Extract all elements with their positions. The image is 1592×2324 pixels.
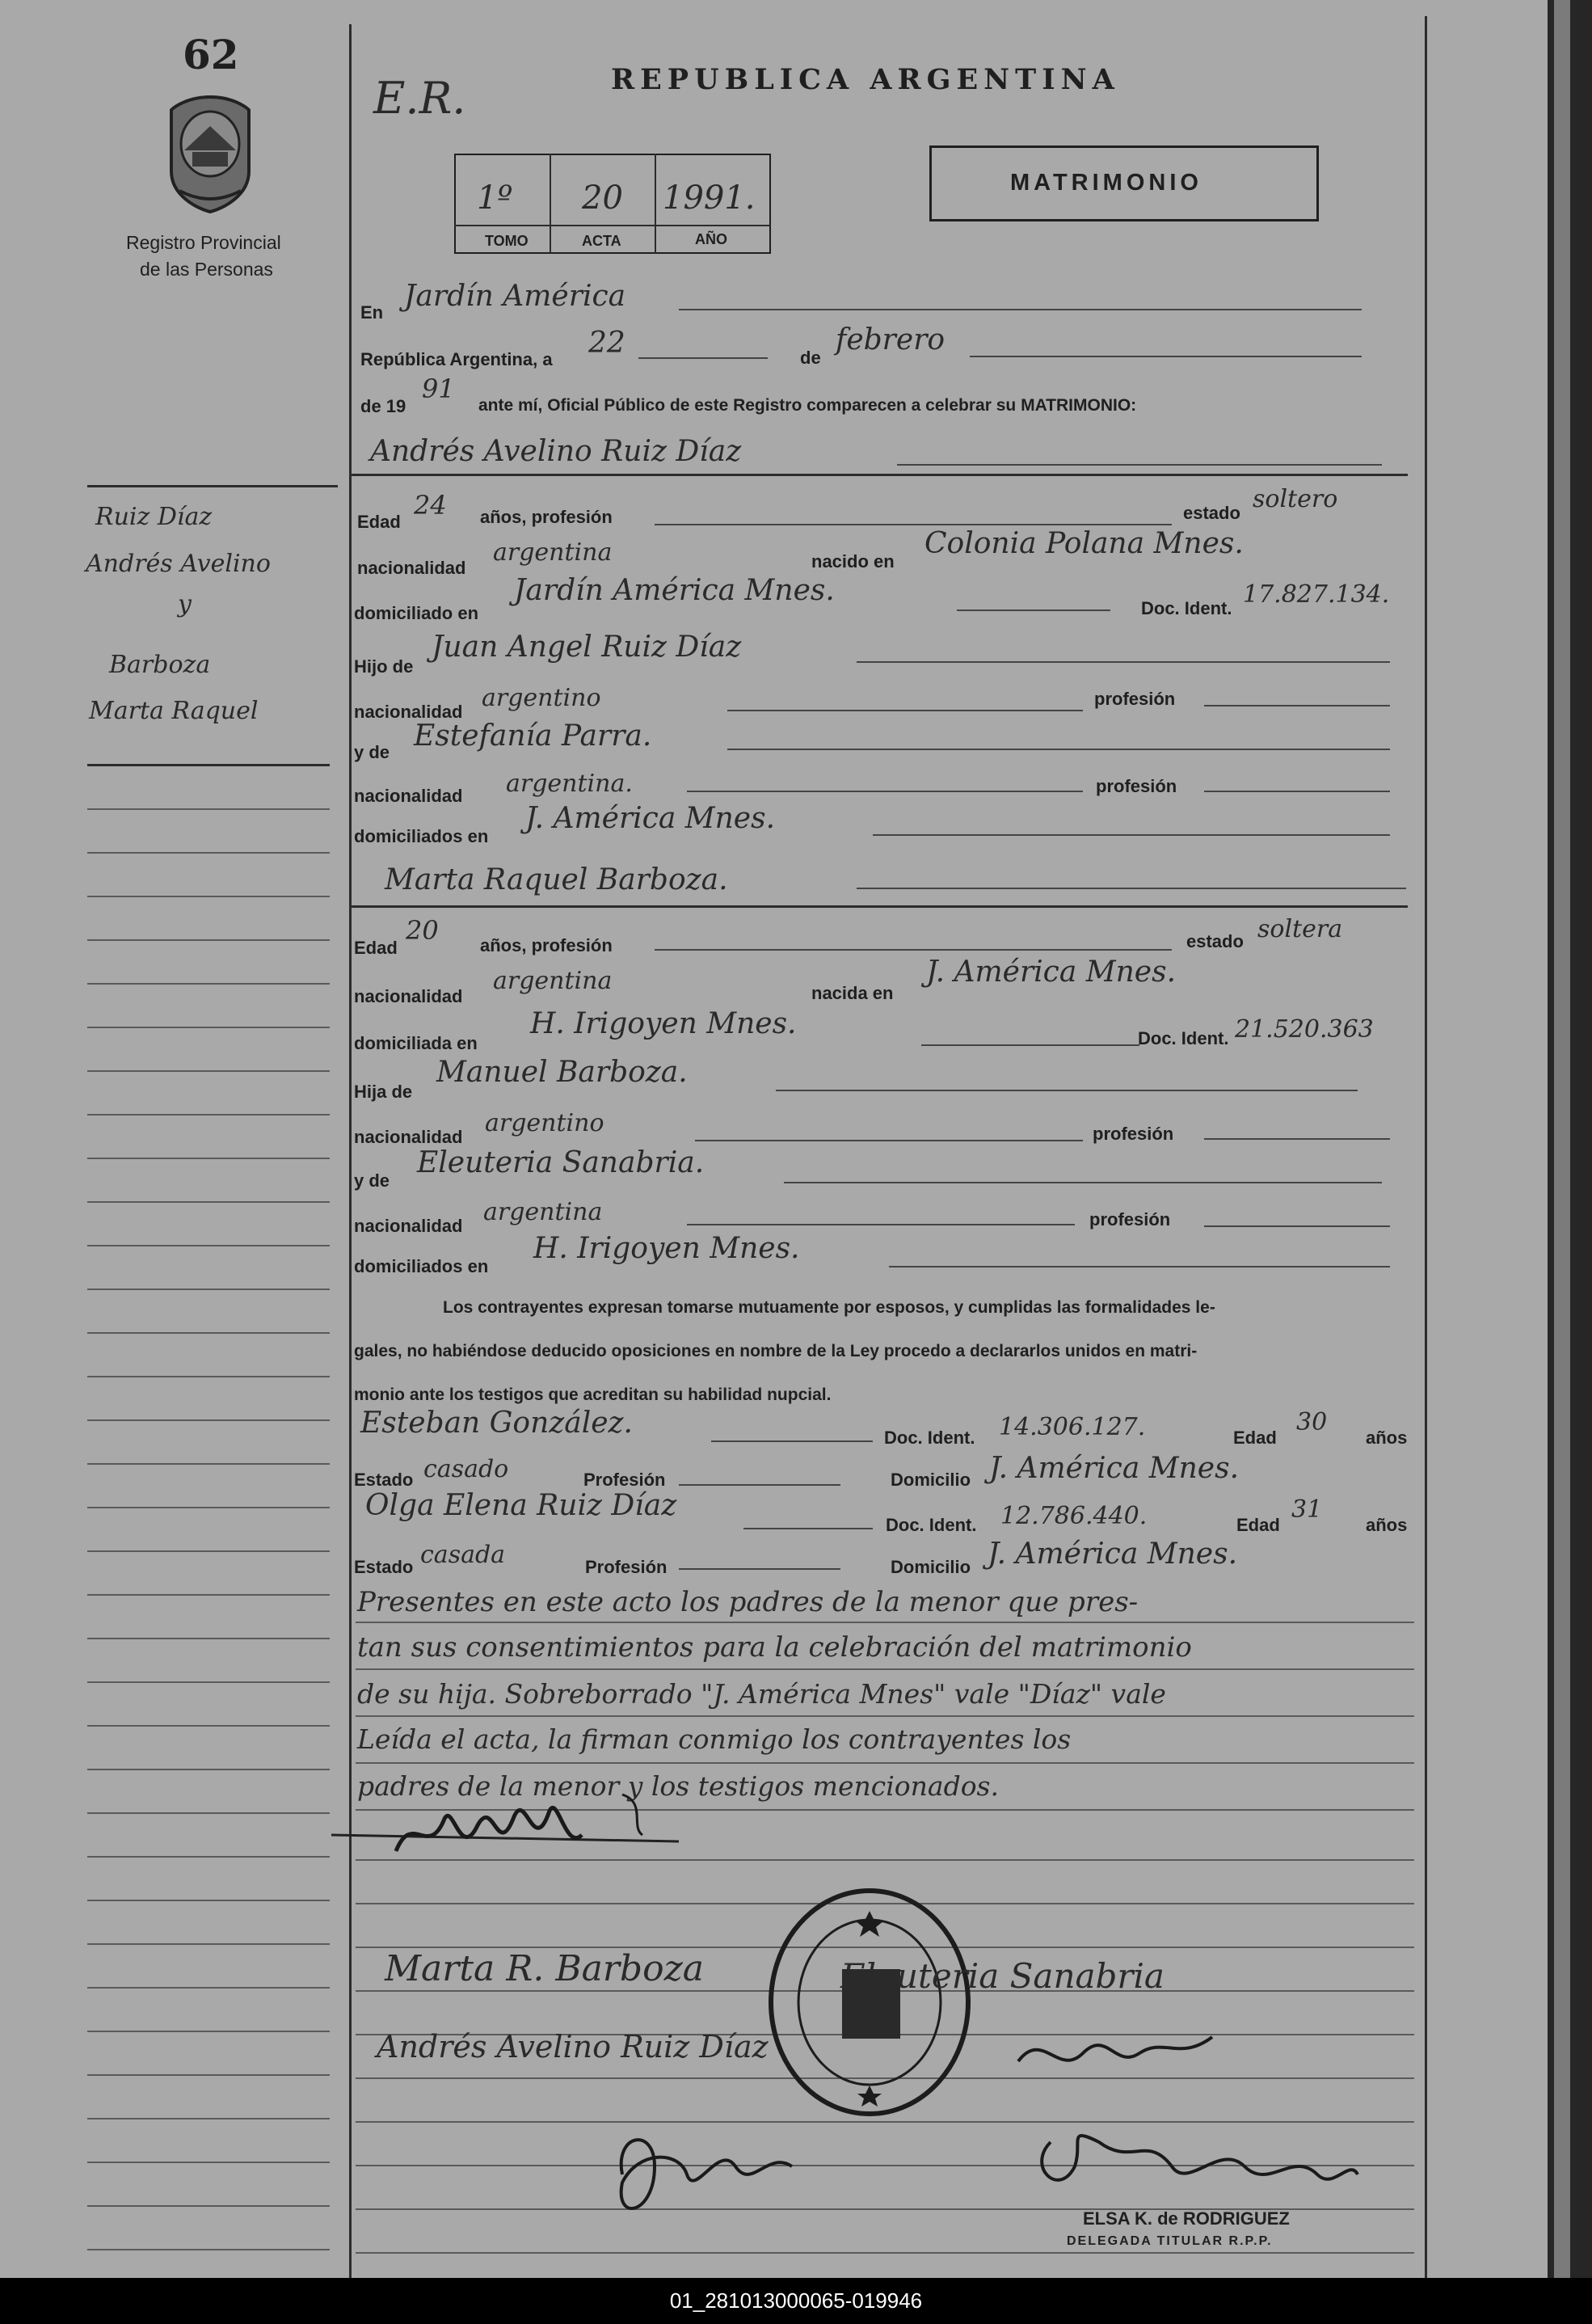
bride-age: 20 bbox=[406, 915, 439, 946]
margin-ruled-line bbox=[87, 1463, 330, 1465]
margin-ruled-line bbox=[87, 1769, 330, 1770]
bride-name-dash bbox=[857, 888, 1406, 889]
groom-parents-dom-label: domiciliados en bbox=[354, 826, 489, 846]
bride-mother: Eleuteria Sanabria. bbox=[417, 1146, 705, 1179]
intro-statement: ante mí, Oficial Público de este Registro comparecen a celebrar su MATRIMONIO: bbox=[478, 396, 1137, 415]
groom-doc: 17.827.134. bbox=[1243, 580, 1390, 609]
groom-nacido-label: nacido en bbox=[811, 551, 895, 572]
witness1-estado: casado bbox=[423, 1455, 509, 1483]
bride-nacionalidad: argentina bbox=[493, 967, 613, 995]
groom-father-prof-label: profesión bbox=[1094, 689, 1176, 709]
margin-ruled-line bbox=[87, 1114, 330, 1116]
bride-dom-dash bbox=[921, 1044, 1139, 1046]
bride-father-nac-dash bbox=[695, 1140, 1083, 1141]
country-title: REPUBLICA ARGENTINA bbox=[611, 63, 1120, 96]
witness1-name: Esteban González. bbox=[360, 1407, 633, 1440]
groom-father-label: Hijo de bbox=[354, 656, 414, 677]
groom-mother-nac-label: nacionalidad bbox=[354, 786, 463, 806]
image-id-bar bbox=[0, 2278, 1592, 2324]
groom-dom-label: domiciliado en bbox=[354, 603, 479, 623]
registry-line2: de las Personas bbox=[140, 259, 273, 280]
bride-estado: soltera bbox=[1257, 915, 1343, 943]
witness2-prof-dash bbox=[679, 1568, 840, 1570]
groom-nacionalidad: argentina bbox=[493, 538, 613, 567]
note-line4: Leída el acta, la firman conmigo los contrayentes los bbox=[357, 1723, 1072, 1755]
groom-estado: soltero bbox=[1253, 485, 1338, 513]
coat-of-arms-icon bbox=[160, 94, 260, 215]
witness2-domicilio: J. América Mnes. bbox=[988, 1537, 1238, 1571]
groom-mother-prof-label: profesión bbox=[1096, 776, 1177, 796]
bride-mother-nac: argentina bbox=[483, 1198, 603, 1226]
margin-ruled-line bbox=[87, 808, 330, 810]
note-line2: tan sus consentimientos para la celebración del matrimonio bbox=[357, 1631, 1192, 1664]
doc-type: MATRIMONIO bbox=[1010, 170, 1202, 196]
margin-ruled-line bbox=[87, 2118, 330, 2119]
margin-ruled-line bbox=[87, 1550, 330, 1552]
bride-nacida-en: J. América Mnes. bbox=[926, 955, 1177, 989]
month-dash bbox=[970, 356, 1362, 357]
bride-parents-dom: H. Irigoyen Mnes. bbox=[533, 1232, 800, 1265]
margin-ruled-line bbox=[87, 1856, 330, 1858]
groom-father-nac-dash bbox=[727, 710, 1083, 711]
registry-box-rule bbox=[454, 225, 770, 226]
bride-dom-label: domiciliada en bbox=[354, 1033, 478, 1053]
note-line5: padres de la menor y los testigos mencionados. bbox=[357, 1770, 999, 1802]
witness2-estado: casada bbox=[420, 1541, 506, 1569]
witness2-name-dash bbox=[743, 1528, 873, 1529]
margin-ruled-line bbox=[87, 2249, 330, 2250]
bride-father-prof-label: profesión bbox=[1093, 1124, 1174, 1144]
bride-father: Manuel Barboza. bbox=[436, 1056, 688, 1089]
margin-ruled-line bbox=[87, 1027, 330, 1028]
margin-ruled-line bbox=[87, 1725, 330, 1727]
officer-signature-scribble bbox=[323, 1762, 703, 1875]
binding-sliver bbox=[1554, 0, 1570, 2278]
margin-name-groom: Andrés Avelino bbox=[86, 550, 271, 578]
groom-name: Andrés Avelino Ruiz Díaz bbox=[370, 435, 742, 468]
groom-dom-dash bbox=[957, 609, 1110, 611]
bride-domicilio: H. Irigoyen Mnes. bbox=[530, 1007, 797, 1040]
bride-father-nac: argentino bbox=[485, 1109, 604, 1137]
margin-ruled-line bbox=[87, 1900, 330, 1901]
margin-ruled-line bbox=[87, 939, 330, 941]
witness1-estado-label: Estado bbox=[354, 1470, 414, 1490]
bride-parents-dom-label: domiciliados en bbox=[354, 1256, 489, 1276]
officer-name: ELSA K. de RODRIGUEZ bbox=[1083, 2208, 1290, 2229]
witness1-domicilio: J. América Mnes. bbox=[989, 1452, 1240, 1485]
bride-mother-prof-dash bbox=[1204, 1225, 1390, 1227]
witness1-name-dash bbox=[711, 1440, 873, 1442]
declaration-line2: gales, no habiéndose deducido oposiciones en nombre de la Ley procedo a declararlos unidos en matri- bbox=[354, 1342, 1198, 1360]
note-rule bbox=[356, 1715, 1414, 1717]
right-column-rule bbox=[1425, 16, 1427, 2278]
bride-mother-nac-label: nacionalidad bbox=[354, 1216, 463, 1236]
bride-mother-nac-dash bbox=[687, 1224, 1075, 1225]
officer-title: DELEGADA TITULAR R.P.P. bbox=[1067, 2234, 1273, 2248]
margin-surname-groom: Ruiz Díaz bbox=[95, 503, 213, 531]
margin-ruled-line bbox=[87, 1812, 330, 1814]
witness1-doc: 14.306.127. bbox=[999, 1413, 1146, 1441]
day: 22 bbox=[588, 327, 625, 360]
groom-father-nac-label: nacionalidad bbox=[354, 702, 463, 722]
margin-surname-bride: Barboza bbox=[109, 651, 211, 679]
acta-value: 20 bbox=[582, 179, 623, 217]
witness2-estado-label: Estado bbox=[354, 1557, 414, 1577]
witness2-signature-scribble bbox=[606, 2118, 849, 2231]
groom-anos-prof-label: años, profesión bbox=[480, 507, 613, 527]
witness2-name: Olga Elena Ruiz Díaz bbox=[365, 1489, 677, 1522]
bride-mother-label: y de bbox=[354, 1170, 390, 1191]
margin-ruled-line bbox=[87, 1201, 330, 1203]
signature-groom: Andrés Avelino Ruiz Díaz bbox=[377, 2029, 769, 2065]
margin-ruled-line bbox=[87, 1376, 330, 1377]
groom-nac-label: nacionalidad bbox=[357, 558, 466, 578]
left-column-rule bbox=[349, 24, 352, 2278]
groom-mother: Estefanía Parra. bbox=[414, 719, 652, 753]
margin-ruled-line bbox=[87, 1638, 330, 1639]
month: febrero bbox=[836, 323, 946, 356]
bride-doc: 21.520.363 bbox=[1235, 1015, 1374, 1044]
groom-section-rule bbox=[349, 474, 1408, 476]
witness1-edad-label: Edad bbox=[1233, 1428, 1277, 1448]
margin-ruled-line bbox=[87, 852, 330, 854]
registry-box-divider bbox=[655, 154, 656, 253]
margin-ruled-line bbox=[87, 1681, 330, 1683]
witness2-age: 31 bbox=[1291, 1495, 1323, 1524]
declaration-line1: Los contrayentes expresan tomarse mutuamente por esposos, y cumplidas las formalidades le- bbox=[443, 1298, 1215, 1317]
signature-mother: Eleuteria Sanabria bbox=[840, 1956, 1165, 1996]
declaration-line3: monio ante los testigos que acreditan su habilidad nupcial. bbox=[354, 1386, 832, 1404]
margin-ruled-line bbox=[87, 896, 330, 897]
margin-ruled-line bbox=[87, 983, 330, 985]
groom-nacido-en: Colonia Polana Mnes. bbox=[924, 527, 1244, 560]
margin-ruled-line bbox=[87, 1507, 330, 1508]
place-dash bbox=[679, 309, 1362, 310]
note-line1: Presentes en este acto los padres de la menor que pres- bbox=[357, 1586, 1139, 1618]
witness2-doc: 12.786.440. bbox=[1000, 1502, 1148, 1530]
witness2-prof-label: Profesión bbox=[585, 1557, 668, 1577]
groom-prof-dash bbox=[655, 524, 1172, 525]
witness1-age: 30 bbox=[1296, 1408, 1328, 1436]
bride-nacida-label: nacida en bbox=[811, 983, 894, 1003]
witness1-doc-label: Doc. Ident. bbox=[884, 1428, 975, 1448]
groom-estado-label: estado bbox=[1183, 503, 1240, 523]
bride-doc-label: Doc. Ident. bbox=[1138, 1028, 1229, 1048]
signature-bride: Marta R. Barboza bbox=[385, 1948, 704, 1989]
bride-mother-dash bbox=[784, 1182, 1382, 1183]
margin-top-rule bbox=[87, 485, 338, 487]
image-id: 01_281013000065-019946 bbox=[669, 2288, 923, 2313]
margin-ruled-line bbox=[87, 1289, 330, 1290]
margin-name-bride: Marta Raquel bbox=[89, 697, 259, 725]
groom-name-dash bbox=[897, 464, 1382, 466]
margin-and: y bbox=[178, 590, 192, 618]
groom-mother-dash bbox=[727, 749, 1390, 750]
binding-edge bbox=[1548, 0, 1592, 2278]
margin-ruled-line bbox=[87, 1419, 330, 1421]
note-line3: de su hija. Sobreborrado "J. América Mnes" vale "Díaz" vale bbox=[357, 1678, 1166, 1710]
note-rule bbox=[356, 1622, 1414, 1623]
acta-label: ACTA bbox=[582, 233, 621, 249]
margin-ruled-line bbox=[87, 2074, 330, 2076]
de19-label: de 19 bbox=[360, 396, 406, 416]
bride-name: Marta Raquel Barboza. bbox=[385, 863, 728, 896]
groom-mother-label: y de bbox=[354, 742, 390, 762]
margin-ruled-line bbox=[87, 1245, 330, 1246]
bride-section-rule bbox=[349, 905, 1408, 908]
place: Jardín América bbox=[404, 280, 626, 313]
groom-mother-nac: argentina. bbox=[506, 770, 633, 798]
registry-line1: Registro Provincial bbox=[126, 232, 281, 253]
tomo-value: 1º bbox=[477, 179, 513, 217]
margin-ruled-line bbox=[87, 1987, 330, 1989]
groom-father-dash bbox=[857, 661, 1390, 663]
registry-box-divider bbox=[550, 154, 551, 253]
margin-ruled-line bbox=[87, 2205, 330, 2207]
witness1-signature-scribble bbox=[1010, 2021, 1236, 2086]
witness1-prof-dash bbox=[679, 1484, 840, 1486]
groom-mother-prof-dash bbox=[1204, 791, 1390, 792]
margin-ruled-line bbox=[87, 1594, 330, 1596]
groom-parents-dom-dash bbox=[873, 834, 1390, 836]
en-label: En bbox=[360, 302, 384, 323]
officer-signature bbox=[1026, 2110, 1366, 2215]
margin-ruled-line bbox=[87, 1158, 330, 1159]
margin-bottom-rule bbox=[87, 764, 330, 766]
groom-edad-label: Edad bbox=[357, 512, 401, 532]
witness1-prof-label: Profesión bbox=[583, 1470, 666, 1490]
groom-father-prof-dash bbox=[1204, 705, 1390, 706]
day-dash bbox=[638, 357, 768, 359]
witness2-edad-label: Edad bbox=[1236, 1515, 1280, 1535]
witness2-doc-label: Doc. Ident. bbox=[886, 1515, 977, 1535]
groom-domicilio: Jardín América Mnes. bbox=[514, 574, 835, 607]
margin-ruled-line bbox=[87, 1332, 330, 1334]
witness2-dom-label: Domicilio bbox=[891, 1557, 971, 1577]
witness2-anos-label: años bbox=[1366, 1515, 1408, 1535]
margin-ruled-line bbox=[87, 1943, 330, 1945]
witness1-dom-label: Domicilio bbox=[891, 1470, 971, 1490]
bride-father-prof-dash bbox=[1204, 1138, 1390, 1140]
groom-doc-label: Doc. Ident. bbox=[1141, 598, 1232, 618]
bride-father-label: Hija de bbox=[354, 1082, 413, 1102]
bride-nac-label: nacionalidad bbox=[354, 986, 463, 1006]
tomo-label: TOMO bbox=[485, 233, 529, 249]
de-label: de bbox=[800, 348, 821, 368]
bride-anos-prof-label: años, profesión bbox=[480, 935, 613, 955]
bride-prof-dash bbox=[655, 949, 1172, 951]
margin-ruled-line bbox=[87, 2162, 330, 2163]
corner-note: E.R. bbox=[373, 73, 466, 124]
witness1-anos-label: años bbox=[1366, 1428, 1408, 1448]
margin-ruled-line bbox=[87, 1070, 330, 1072]
bride-mother-prof-label: profesión bbox=[1089, 1209, 1171, 1229]
groom-parents-dom: J. América Mnes. bbox=[525, 802, 776, 835]
groom-father-nac: argentino bbox=[482, 684, 601, 712]
anio-value: 1991. bbox=[663, 179, 756, 217]
note-rule bbox=[356, 1668, 1414, 1670]
bride-edad-label: Edad bbox=[354, 938, 398, 958]
republica-label: República Argentina, a bbox=[360, 349, 553, 369]
groom-age: 24 bbox=[414, 490, 447, 521]
bride-parents-dom-dash bbox=[889, 1266, 1390, 1267]
bride-father-nac-label: nacionalidad bbox=[354, 1127, 463, 1147]
official-stamp bbox=[764, 1885, 975, 2119]
groom-mother-nac-dash bbox=[687, 791, 1083, 792]
margin-ruled-line bbox=[87, 2031, 330, 2032]
bride-father-dash bbox=[776, 1090, 1358, 1091]
page-number: 62 bbox=[183, 31, 239, 78]
signature-ruled-line bbox=[356, 2252, 1414, 2254]
groom-father: Juan Angel Ruiz Díaz bbox=[432, 631, 742, 664]
anio-label: AÑO bbox=[695, 231, 727, 247]
year-suffix: 91 bbox=[422, 373, 455, 404]
bride-estado-label: estado bbox=[1186, 931, 1244, 951]
